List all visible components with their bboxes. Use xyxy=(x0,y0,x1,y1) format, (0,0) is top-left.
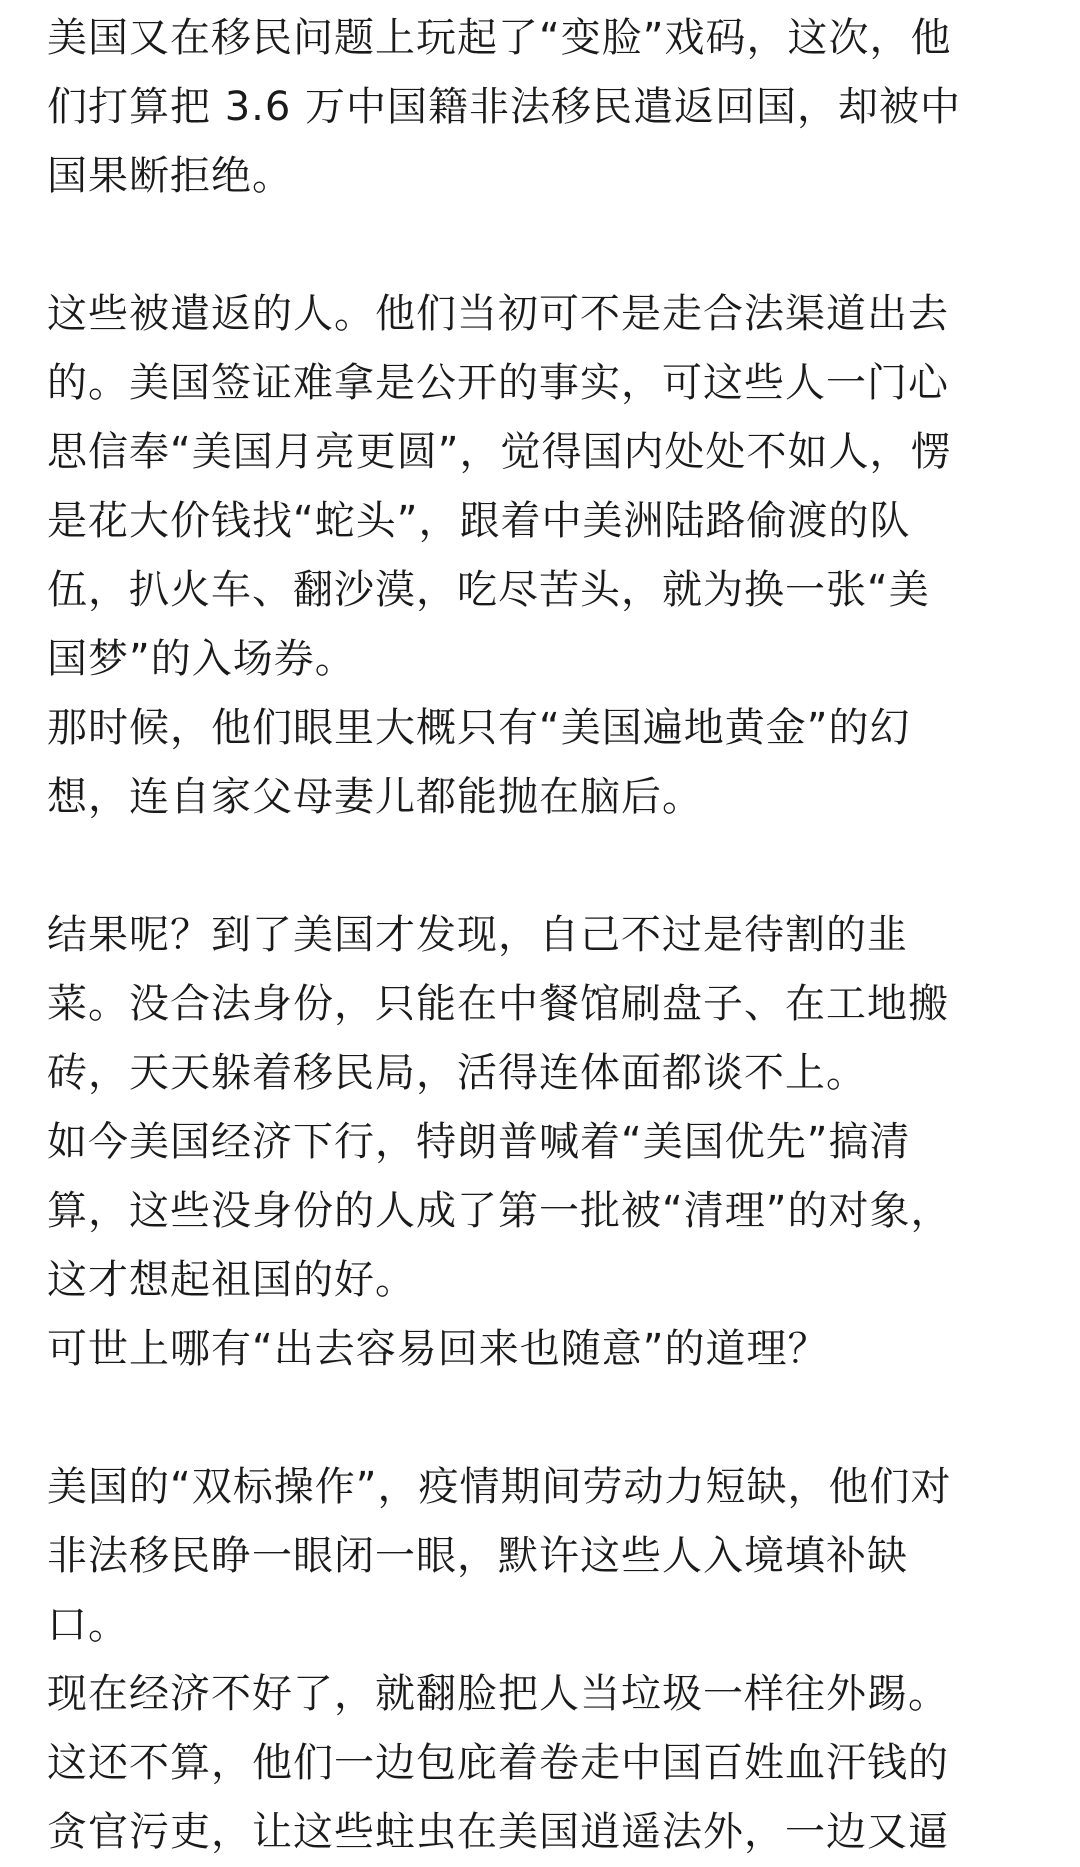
article-body xyxy=(47,0,1037,1867)
text-line: 那时候，他们眼里大概只有“美国遍地黄金”的幻 xyxy=(47,705,911,751)
text-line: 非法移民睁一眼闭一眼，默许这些人入境填补缺 xyxy=(47,1533,908,1579)
text-line: 国果断拒绝。 xyxy=(47,153,293,199)
text-line: 伍，扒火车、翻沙漠，吃尽苦头，就为换一张“美 xyxy=(47,567,930,613)
paragraph xyxy=(47,1453,1037,1660)
text-line: 的。美国签证难拿是公开的事实，可这些人一门心 xyxy=(47,360,949,406)
text-line: 现在经济不好了，就翻脸把人当垃圾一样往外踢。 xyxy=(47,1671,949,1717)
text-line: 是花大价钱找“蛇头”，跟着中美洲陆路偷渡的队 xyxy=(47,498,911,544)
paragraph xyxy=(47,694,1037,832)
text-line: 可世上哪有“出去容易回来也随意”的道理？ xyxy=(47,1326,829,1372)
text-line: 砖，天天躲着移民局，活得连体面都谈不上。 xyxy=(47,1050,867,1096)
paragraph xyxy=(47,1729,1037,1867)
text-line: 结果呢？到了美国才发现，自己不过是待割的韭 xyxy=(47,912,908,958)
text-line: 们打算把 3.6 万中国籍非法移民遣返回国，却被中 xyxy=(47,84,962,130)
text-line: 美国又在移民问题上玩起了“变脸”戏码，这次，他 xyxy=(47,15,952,61)
text-line: 这还不算，他们一边包庇着卷走中国百姓血汗钱的 xyxy=(47,1740,949,1786)
text-line: 这些被遣返的人。他们当初可不是走合法渠道出去 xyxy=(47,291,949,337)
paragraph xyxy=(47,1108,1037,1315)
text-line: 如今美国经济下行，特朗普喊着“美国优先”搞清 xyxy=(47,1119,911,1165)
paragraph-gap xyxy=(47,832,1037,901)
text-line: 算，这些没身份的人成了第一批被“清理”的对象， xyxy=(47,1188,952,1234)
paragraph xyxy=(47,4,1037,211)
paragraph-gap xyxy=(47,1384,1037,1453)
text-line: 口。 xyxy=(47,1602,129,1648)
paragraph xyxy=(47,280,1037,694)
paragraph xyxy=(47,1315,1037,1384)
text-line: 这才想起祖国的好。 xyxy=(47,1257,416,1303)
paragraph xyxy=(47,901,1037,1108)
paragraph xyxy=(47,1660,1037,1729)
text-line: 贪官污吏，让这些蛀虫在美国逍遥法外，一边又逼 xyxy=(47,1809,949,1855)
text-line: 美国的“双标操作”，疫情期间劳动力短缺，他们对 xyxy=(47,1464,952,1510)
text-line: 想，连自家父母妻儿都能抛在脑后。 xyxy=(47,774,703,820)
text-line: 思信奉“美国月亮更圆”，觉得国内处处不如人，愣 xyxy=(47,429,952,475)
text-line: 国梦”的入场券。 xyxy=(47,636,356,682)
text-line: 菜。没合法身份，只能在中餐馆刷盘子、在工地搬 xyxy=(47,981,949,1027)
paragraph-gap xyxy=(47,211,1037,280)
